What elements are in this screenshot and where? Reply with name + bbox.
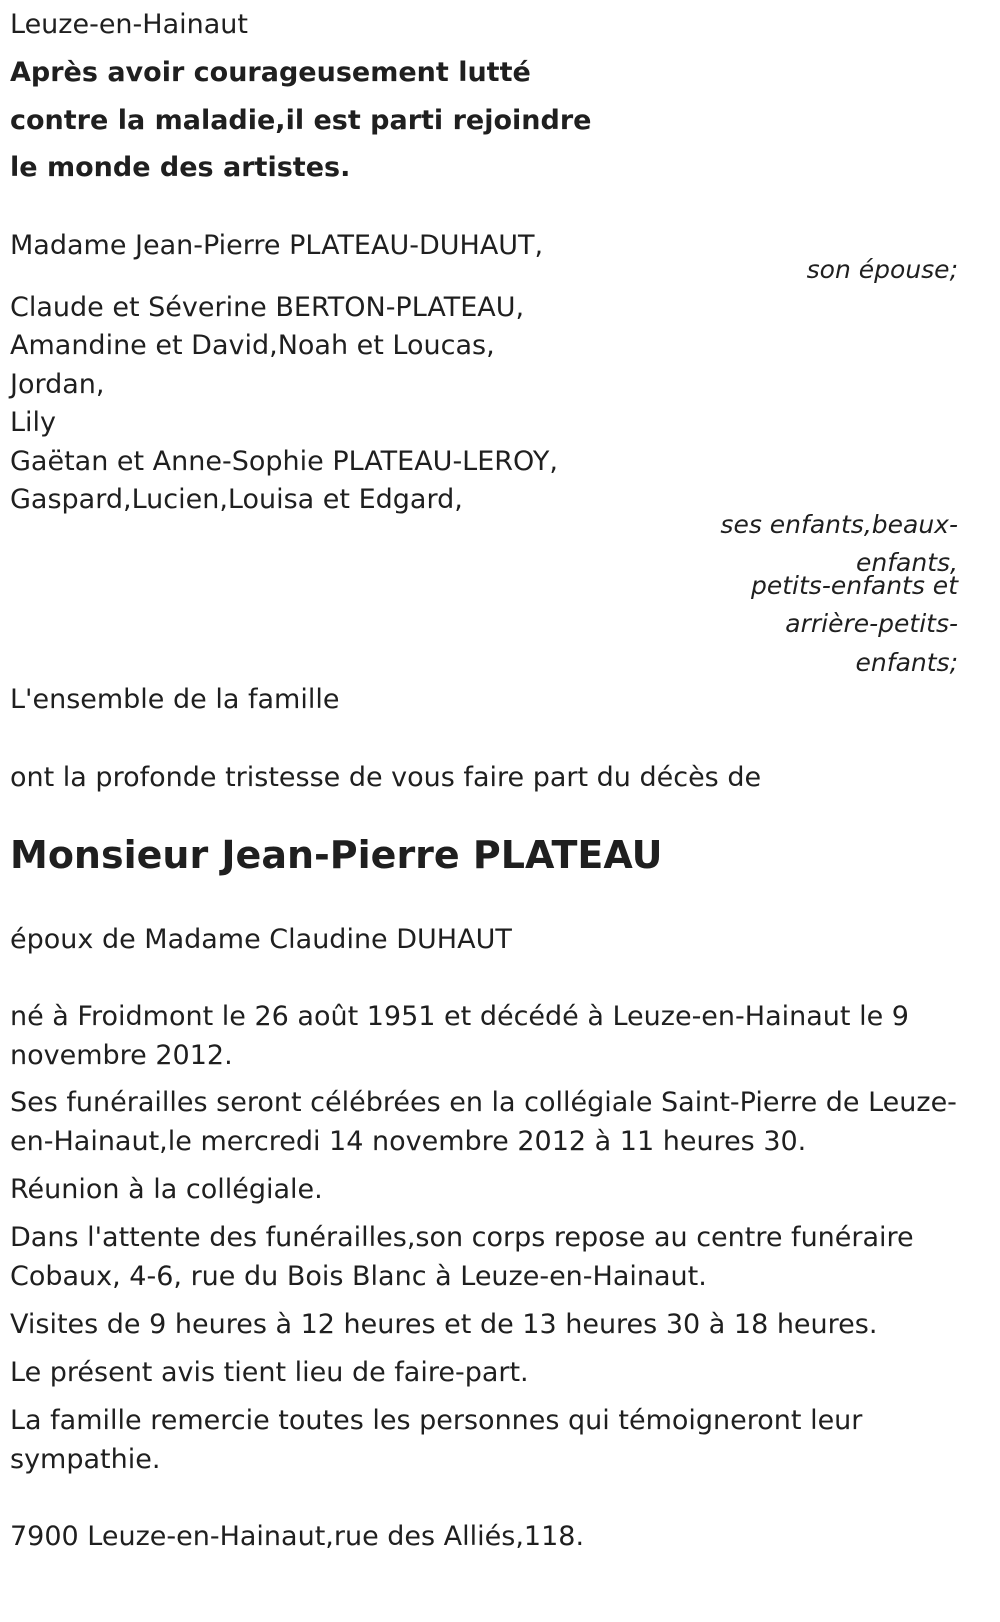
birth-death-line-2: novembre 2012. <box>10 1040 233 1071</box>
epitaph-line-1: Après avoir courageusement lutté <box>10 57 531 88</box>
funeral-line-1: Ses funérailles seront célébrées en la collégiale Saint-Pierre de Leuze- <box>10 1087 957 1118</box>
deceased-name: Monsieur Jean-Pierre PLATEAU <box>10 833 663 877</box>
rest-place-line-2: Cobaux, 4-6, rue du Bois Blanc à Leuze-en-Hainaut. <box>10 1261 707 1292</box>
spouse-name: Madame Jean-Pierre PLATEAU-DUHAUT, <box>10 230 544 261</box>
child-line-1: Claude et Séverine BERTON-PLATEAU, <box>10 292 525 323</box>
child-line-4: Lily <box>10 407 57 438</box>
children-role-line-2: enfants, <box>856 548 958 577</box>
thanks-line-1: La famille remercie toutes les personnes qui témoigneront leur <box>10 1405 863 1436</box>
birth-death-line-1: né à Froidmont le 26 août 1951 et décédé à Leuze-en-Hainaut le 9 <box>10 1001 909 1032</box>
thanks-line-2: sympathie. <box>10 1444 161 1475</box>
children-role-line-1: ses enfants,beaux- <box>720 510 958 539</box>
epitaph-line-2: contre la maladie,il est parti rejoindre <box>10 105 592 136</box>
meeting-info: Réunion à la collégiale. <box>10 1174 323 1205</box>
child-line-2: Amandine et David,Noah et Loucas, <box>10 330 495 361</box>
rest-place-line-1: Dans l'attente des funérailles,son corps repose au centre funéraire <box>10 1222 914 1253</box>
children-role-line-3: petits-enfants et <box>751 571 958 600</box>
funeral-line-2: en-Hainaut,le mercredi 14 novembre 2012 à 11 heures 30. <box>10 1126 807 1157</box>
spouse-of: époux de Madame Claudine DUHAUT <box>10 924 512 955</box>
child-line-6: Gaspard,Lucien,Louisa et Edgard, <box>10 484 463 515</box>
announcement-intro: ont la profonde tristesse de vous faire part du décès de <box>10 762 762 793</box>
child-line-5: Gaëtan et Anne-Sophie PLATEAU-LEROY, <box>10 446 558 477</box>
epitaph-line-3: le monde des artistes. <box>10 152 351 183</box>
city-header: Leuze-en-Hainaut <box>10 9 248 40</box>
child-line-3: Jordan, <box>10 369 105 400</box>
spouse-role: son épouse; <box>806 255 958 284</box>
children-role-line-5: enfants; <box>855 648 958 677</box>
notice-text: Le présent avis tient lieu de faire-part. <box>10 1357 529 1388</box>
children-role-line-4: arrière-petits- <box>785 609 958 638</box>
address: 7900 Leuze-en-Hainaut,rue des Alliés,118. <box>10 1521 585 1552</box>
rest-of-family: L'ensemble de la famille <box>10 684 340 715</box>
visiting-hours: Visites de 9 heures à 12 heures et de 13 heures 30 à 18 heures. <box>10 1309 878 1340</box>
